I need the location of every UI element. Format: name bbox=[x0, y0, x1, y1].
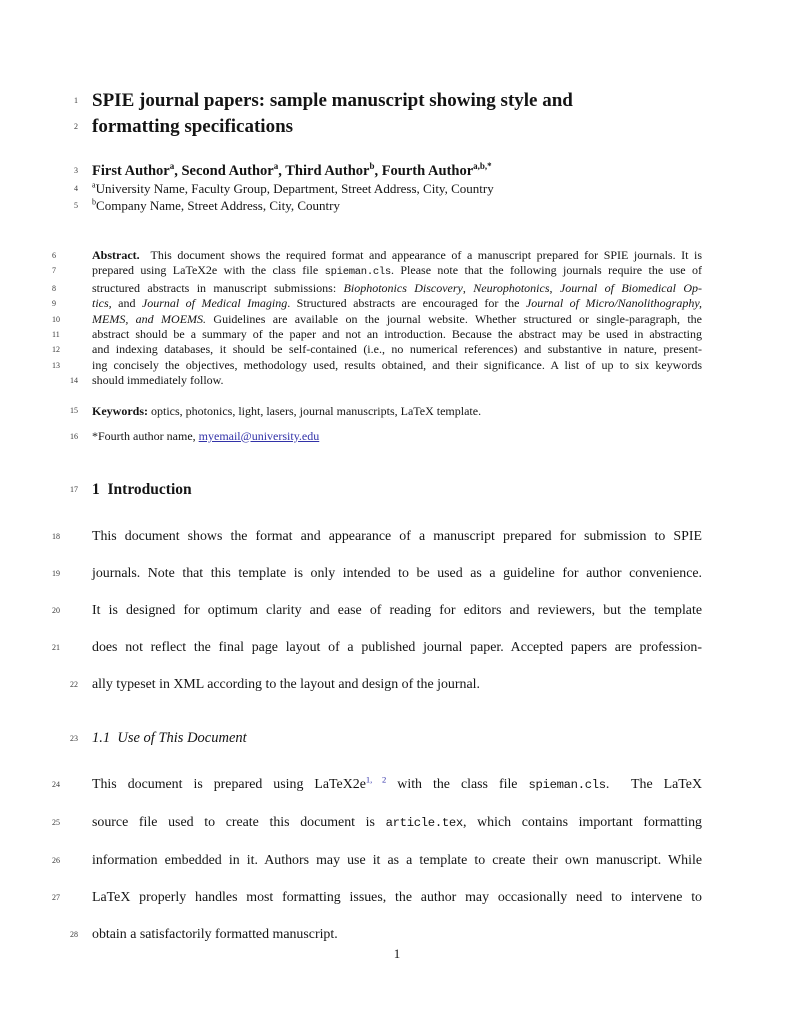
document-line bbox=[52, 563, 702, 584]
document-line bbox=[70, 428, 702, 445]
line-number: 28 bbox=[70, 929, 78, 939]
text-segment: obtain a satisfactorily formatted manuscript. bbox=[92, 926, 338, 942]
line-text bbox=[92, 281, 702, 295]
text-segment: article.tex bbox=[385, 815, 463, 830]
text-segment: . The LaTeX bbox=[605, 776, 702, 792]
text-segment: Guidelines are available on the journal website. Whether structured or single-paragraph, the bbox=[206, 311, 702, 326]
text-segment: , bbox=[549, 280, 560, 295]
document-line bbox=[70, 729, 702, 748]
document-line bbox=[52, 850, 702, 871]
line-number: 9 bbox=[52, 299, 56, 309]
line-number: 23 bbox=[70, 733, 78, 743]
page-number: 1 bbox=[393, 946, 401, 961]
text-segment: Journal of Biomedical Op- bbox=[559, 280, 703, 295]
text-segment: This document shows the required format and appearance of a manuscript prepared for SPIE journals. It is bbox=[139, 248, 702, 262]
text-segment: It is designed for optimum clarity and ease of reading for editors and reviewers, but the template bbox=[92, 602, 702, 618]
line-text bbox=[92, 640, 702, 655]
text-segment: b bbox=[369, 161, 375, 172]
text-segment: spieman.cls bbox=[528, 777, 606, 792]
line-text bbox=[92, 198, 340, 213]
text-segment: Journal of Micro/Nanolithography, bbox=[525, 296, 702, 311]
text-segment: 1 Introduction bbox=[92, 480, 192, 498]
text-segment: tics, bbox=[92, 296, 112, 311]
text-segment: a bbox=[92, 180, 96, 190]
text-segment: information embedded in it. Authors may use it as a template to create their own manuscript. While bbox=[92, 852, 702, 868]
line-number: 24 bbox=[52, 779, 60, 789]
line-text bbox=[92, 603, 702, 618]
line-number: 26 bbox=[52, 855, 60, 865]
text-segment: and bbox=[111, 296, 142, 311]
document-line bbox=[52, 311, 702, 327]
line-text bbox=[92, 163, 492, 179]
text-segment: b bbox=[92, 197, 97, 207]
text-segment: a,b,* bbox=[473, 161, 492, 172]
document-line bbox=[74, 197, 702, 214]
text-segment: journals. Note that this template is only intended to be used as a guideline for author convenience. bbox=[92, 565, 702, 581]
line-text bbox=[92, 730, 247, 746]
line-number: 13 bbox=[52, 360, 60, 370]
line-text bbox=[92, 116, 293, 137]
text-segment: a bbox=[169, 161, 175, 172]
text-segment: SPIE journal papers: sample manuscript showing style and bbox=[92, 90, 573, 111]
line-number: 6 bbox=[52, 251, 56, 260]
line-number: 5 bbox=[74, 201, 78, 210]
text-segment: , Third Author bbox=[278, 163, 370, 179]
document-line bbox=[70, 480, 702, 499]
text-segment: Neurophotonics bbox=[473, 280, 550, 295]
text-segment: Biophotonics Discovery bbox=[343, 280, 463, 295]
line-number: 27 bbox=[52, 892, 60, 902]
line-number: 10 bbox=[52, 314, 60, 324]
line-number: 14 bbox=[70, 376, 78, 386]
text-segment: This document shows the format and appearance of a manuscript prepared for submission to SPIE bbox=[92, 528, 702, 544]
line-number: 8 bbox=[52, 283, 56, 293]
line-text bbox=[92, 566, 702, 581]
text-segment: Abstract. bbox=[92, 248, 140, 262]
text-segment: with the class file bbox=[386, 776, 529, 792]
line-text bbox=[92, 890, 702, 905]
document-line bbox=[74, 180, 702, 197]
document-line bbox=[52, 526, 702, 547]
document-line bbox=[70, 924, 702, 945]
text-segment: MEMS, and MOEMS. bbox=[92, 311, 207, 326]
line-number: 12 bbox=[52, 345, 60, 355]
document-line bbox=[70, 373, 702, 388]
document-line bbox=[52, 263, 702, 280]
line-text bbox=[92, 529, 702, 544]
text-segment: source file used to create this document is bbox=[92, 814, 386, 830]
line-text bbox=[92, 481, 192, 498]
line-number: 15 bbox=[70, 405, 78, 415]
document-line bbox=[52, 637, 702, 658]
text-segment: , bbox=[462, 280, 474, 295]
line-text bbox=[92, 429, 319, 443]
text-segment: does not reflect the final page layout of a published journal paper. Accepted papers are profession- bbox=[92, 639, 702, 655]
line-text bbox=[92, 853, 702, 868]
line-number: 7 bbox=[52, 266, 56, 276]
email-link[interactable]: myemail@university.edu bbox=[198, 428, 320, 443]
text-segment: Company Name, Street Address, City, Country bbox=[96, 198, 340, 213]
text-segment: ing concisely the objectives, methodology used, results obtained, and their significance. A list of up to six keywords bbox=[92, 357, 702, 372]
line-text bbox=[92, 181, 494, 196]
line-text bbox=[92, 248, 702, 262]
document-line bbox=[70, 403, 702, 419]
text-segment: , Fourth Author bbox=[374, 163, 474, 179]
line-text bbox=[92, 815, 702, 830]
text-segment: formatting specifications bbox=[92, 116, 294, 137]
line-number: 16 bbox=[70, 431, 78, 441]
line-number: 19 bbox=[52, 568, 60, 578]
line-number: 3 bbox=[74, 166, 78, 175]
text-segment: Journal of Medical Imaging bbox=[141, 296, 288, 311]
text-segment: , which contains important formatting bbox=[462, 814, 702, 830]
text-segment: , Second Author bbox=[174, 163, 274, 179]
text-segment: ally typeset in XML according to the layout and design of the journal. bbox=[92, 676, 480, 692]
document-line bbox=[52, 296, 702, 311]
line-number: 21 bbox=[52, 642, 60, 652]
line-text bbox=[92, 774, 702, 792]
document-line bbox=[70, 674, 702, 695]
line-text bbox=[92, 373, 224, 387]
document-line bbox=[52, 327, 702, 342]
line-number: 2 bbox=[74, 122, 78, 131]
line-number: 18 bbox=[52, 531, 60, 541]
citation-superscript[interactable]: 1, 2 bbox=[365, 774, 387, 785]
text-segment: and indexing databases, it should be self-contained (i.e., no numerical references) and substantive in nature, present- bbox=[92, 342, 702, 357]
text-segment: 1.1 Use of This Document bbox=[92, 729, 247, 746]
line-number: 22 bbox=[70, 679, 78, 689]
document-line bbox=[74, 88, 702, 114]
line-number: 1 bbox=[74, 96, 78, 105]
text-segment: University Name, Faculty Group, Department, Street Address, City, Country bbox=[95, 181, 494, 196]
line-text bbox=[92, 90, 573, 111]
line-text bbox=[92, 342, 702, 356]
document-line bbox=[52, 357, 702, 373]
document-line bbox=[52, 774, 702, 796]
line-text bbox=[92, 263, 702, 277]
text-segment: First Author bbox=[92, 163, 170, 179]
document-line bbox=[52, 600, 702, 621]
text-segment: *Fourth author name, bbox=[92, 428, 199, 443]
document-line bbox=[52, 248, 702, 263]
text-segment: should immediately follow. bbox=[92, 373, 224, 388]
document-lines bbox=[52, 0, 703, 945]
text-segment: spieman.cls bbox=[324, 266, 391, 279]
document-line bbox=[52, 887, 702, 908]
line-number: 4 bbox=[74, 184, 78, 193]
line-number: 11 bbox=[52, 330, 60, 340]
line-text bbox=[92, 296, 702, 310]
text-segment: prepared using LaTeX2e with the class file bbox=[92, 263, 325, 278]
text-segment: structured abstracts in manuscript submissions: bbox=[92, 280, 344, 295]
line-text bbox=[92, 404, 481, 418]
document-line bbox=[52, 342, 702, 357]
text-segment: . Structured abstracts are encouraged for the bbox=[287, 296, 526, 311]
document-line bbox=[52, 280, 703, 296]
line-text bbox=[92, 927, 338, 942]
line-number: 20 bbox=[52, 605, 60, 615]
text-segment: Keywords: bbox=[92, 403, 148, 418]
text-segment: . Please note that the following journals require the use of bbox=[390, 263, 702, 278]
document-line bbox=[52, 812, 702, 834]
line-text bbox=[92, 677, 480, 692]
text-segment: a bbox=[273, 161, 279, 172]
text-segment: abstract should be a summary of the paper and not an introduction. Because the abstract may be used in abstracting bbox=[92, 327, 702, 342]
line-number: 25 bbox=[52, 817, 60, 827]
line-text bbox=[92, 327, 702, 341]
text-segment: optics, photonics, light, lasers, journal manuscripts, LaTeX template. bbox=[148, 403, 482, 418]
text-segment: This document is prepared using LaTeX2e bbox=[92, 776, 366, 792]
line-number: 17 bbox=[70, 484, 78, 494]
document-line bbox=[74, 114, 702, 140]
document-line bbox=[74, 161, 702, 180]
line-text bbox=[92, 358, 702, 372]
line-text bbox=[92, 312, 702, 326]
text-segment: LaTeX properly handles most formatting issues, the author may occasionally need to intervene to bbox=[92, 889, 702, 905]
